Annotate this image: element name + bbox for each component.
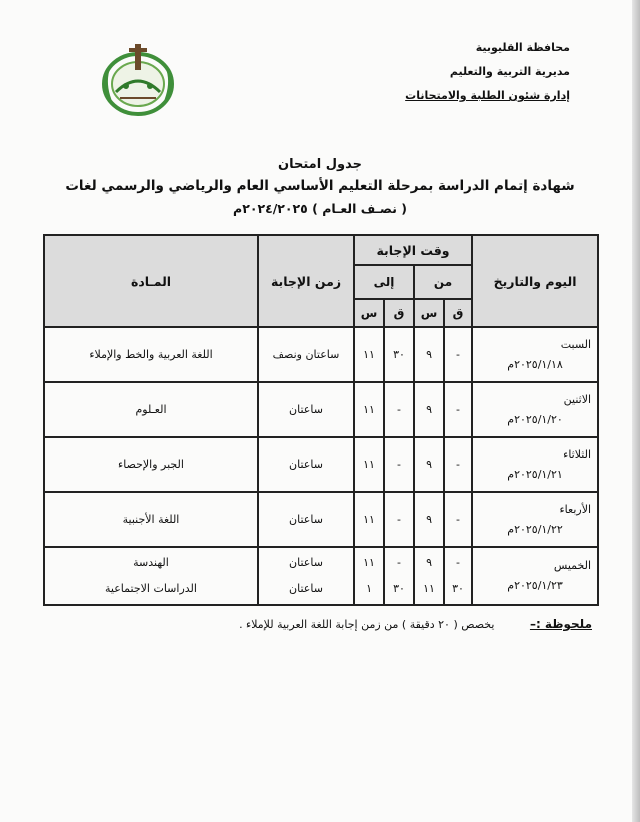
day-date-cell <box>472 492 598 547</box>
duration: ساعتان <box>258 382 354 437</box>
to-minute-1: - <box>397 556 402 569</box>
page-edge-shadow <box>632 0 640 822</box>
day-date-cell <box>472 547 598 605</box>
day-date-cell <box>472 382 598 437</box>
to-minute-2: ٣٠ <box>393 582 405 595</box>
header-directorate: مديرية التربية والتعليم <box>449 65 570 78</box>
note <box>60 617 592 631</box>
table-row <box>44 547 598 605</box>
exam-date: ٢٠٢٥/١/١٨م <box>507 357 563 371</box>
governorate-emblem-icon <box>92 40 184 120</box>
note-label: ملحوظة :– <box>529 617 592 631</box>
to-minute: ٣٠ <box>384 327 414 382</box>
to-hour: ١١ <box>354 327 384 382</box>
table-row <box>44 382 598 437</box>
to-minute: - <box>384 382 414 437</box>
from-minute <box>444 547 472 605</box>
exam-date: ٢٠٢٥/١/٢١م <box>507 467 563 481</box>
from-minute: - <box>444 382 472 437</box>
day-date-cell <box>472 327 598 382</box>
header-duration: زمن الإجابة <box>258 235 354 327</box>
to-hour-1: ١١ <box>363 556 375 569</box>
subject <box>44 547 258 605</box>
exam-schedule-table <box>43 234 599 606</box>
day-date-cell <box>472 437 598 492</box>
subject: العـلوم <box>44 382 258 437</box>
term-title: ( نصـف العـام ) ٢٠٢٤/٢٠٢٥م <box>233 201 407 216</box>
from-hour: ٩ <box>414 437 444 492</box>
header-from-hour: س <box>414 299 444 327</box>
duration: ساعتان <box>258 437 354 492</box>
header-to-minute: ق <box>384 299 414 327</box>
duration-1: ساعتان <box>289 556 323 569</box>
exam-schedule-title: جدول امتحان <box>278 157 362 172</box>
header-answer-time: وقت الإجابة <box>354 235 472 265</box>
from-hour: ٩ <box>414 492 444 547</box>
to-hour-2: ١ <box>366 582 372 595</box>
from-minute: - <box>444 492 472 547</box>
duration <box>258 547 354 605</box>
header-to-hour: س <box>354 299 384 327</box>
exam-date: ٢٠٢٥/١/٢٠م <box>507 412 563 426</box>
table-row <box>44 492 598 547</box>
to-hour: ١١ <box>354 437 384 492</box>
exam-date: ٢٠٢٥/١/٢٣م <box>507 579 563 592</box>
to-hour: ١١ <box>354 492 384 547</box>
to-minute: - <box>384 492 414 547</box>
to-hour <box>354 547 384 605</box>
day-name: الخميس <box>553 559 592 572</box>
from-minute: - <box>444 437 472 492</box>
to-minute: - <box>384 437 414 492</box>
from-minute-2: ٣٠ <box>452 582 464 595</box>
duration: ساعتان ونصف <box>258 327 354 382</box>
from-hour-1: ٩ <box>426 556 432 569</box>
subject-2: الدراسات الاجتماعية <box>105 582 197 595</box>
table-row <box>44 437 598 492</box>
header-to: إلى <box>354 265 414 299</box>
header-from: من <box>414 265 472 299</box>
to-hour: ١١ <box>354 382 384 437</box>
header-department: إدارة شئون الطلبة والامتحانات <box>405 89 570 102</box>
from-minute-1: - <box>456 556 461 569</box>
subject: اللغة العربية والخط والإملاء <box>44 327 258 382</box>
header-from-minute: ق <box>444 299 472 327</box>
day-name: الأربعاء <box>559 502 592 516</box>
to-minute <box>384 547 414 605</box>
header-day-date: اليوم والتاريخ <box>472 235 598 327</box>
exam-date: ٢٠٢٥/١/٢٢م <box>507 522 563 536</box>
day-name: السبت <box>560 337 592 351</box>
duration: ساعتان <box>258 492 354 547</box>
header-governorate: محافظة القليوبية <box>475 41 570 54</box>
from-hour-2: ١١ <box>423 582 435 595</box>
day-name: الثلاثاء <box>563 447 592 461</box>
certificate-title: شهادة إتمام الدراسة بمرحلة التعليم الأساسي العام والرياضي والرسمي لغات <box>65 178 575 194</box>
duration-2: ساعتان <box>289 582 323 595</box>
table-row <box>44 327 598 382</box>
header-subject: المـادة <box>44 235 258 327</box>
from-minute: - <box>444 327 472 382</box>
from-hour <box>414 547 444 605</box>
from-hour: ٩ <box>414 382 444 437</box>
day-name: الاثنين <box>563 392 592 406</box>
header-block <box>370 36 570 108</box>
from-hour: ٩ <box>414 327 444 382</box>
note-text: يخصص ( ٢٠ دقيقة ) من زمن إجابة اللغة العربية للإملاء . <box>239 618 495 631</box>
subject-1: الهندسة <box>133 556 169 569</box>
subject: الجبر والإحصاء <box>44 437 258 492</box>
subject: اللغة الأجنبية <box>44 492 258 547</box>
